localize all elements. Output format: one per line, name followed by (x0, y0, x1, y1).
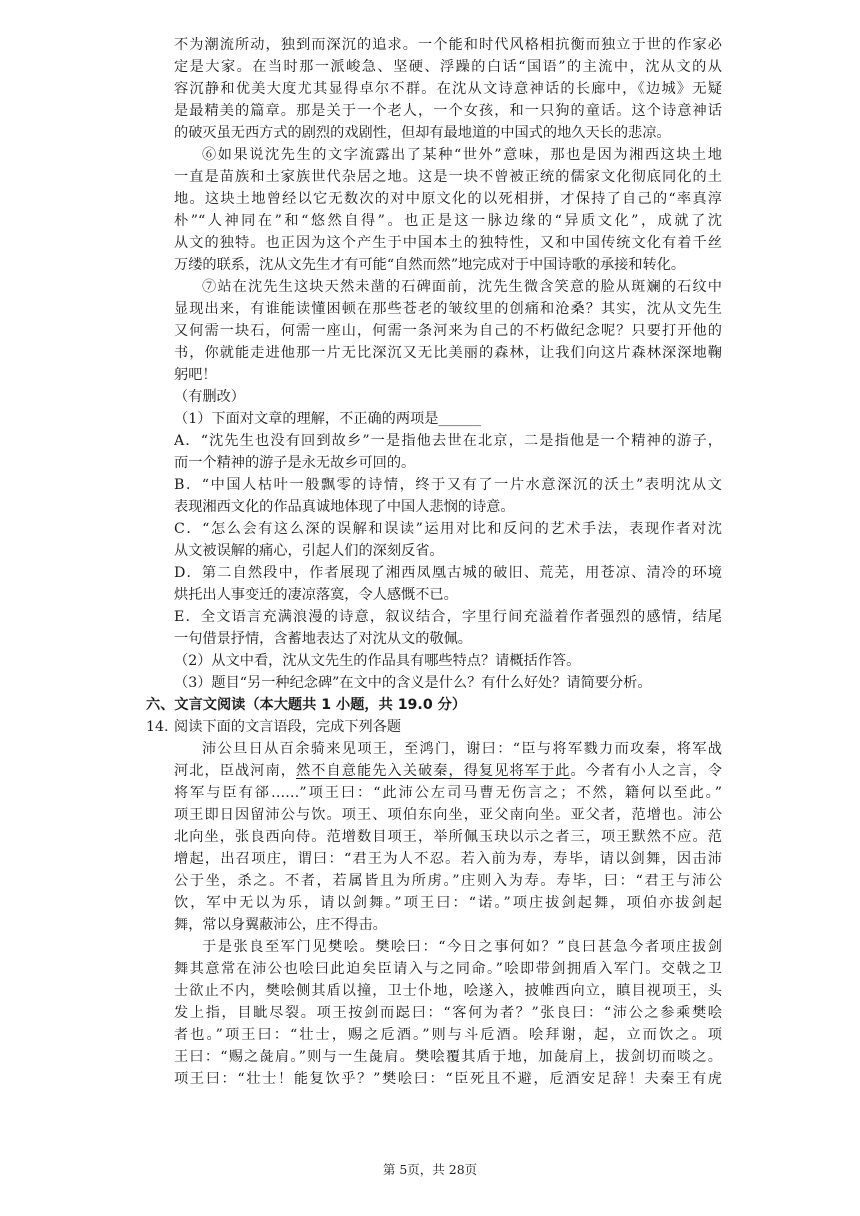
question-3: （3）题目“另一种纪念碑”在文中的含义是什么？有什么好处？请简要分析。 (174, 675, 652, 691)
classical-line: 将军与臣有郤……”项王曰：“此沛公左司马曹无伤言之；不然，籍何以至此。” (174, 785, 722, 801)
question-14-prompt: 阅读下面的文言语段，完成下列各题 (174, 719, 402, 735)
classical-line: 饮，军中无以为乐，请以剑舞。”项王曰：“诺。”项庄拔剑起舞，项伯亦拔剑起 (174, 895, 722, 911)
classical-line: 舞，常以身翼蔽沛公，庄不得击。 (174, 917, 387, 933)
option-d: D．第二自然段中，作者展现了湘西凤凰古城的破旧、荒芜，用苍凉、清冷的环境 (174, 565, 722, 581)
text-line: 的破灭虽无西方式的剧烈的戏剧性，但却有最地道的中国式的地久天长的悲凉。 (174, 125, 671, 141)
text-line: 容沉静和优美大度尤其显得卓尔不群。在沈从文诗意神话的长廊中，《边城》无疑 (174, 81, 722, 97)
classical-line: 舞其意常在沛公也哙曰此迫矣臣请入与之同命。”哙即带剑拥盾入军门。交戟之卫 (174, 961, 722, 977)
text-line: 定是大家。在当时那一派峻急、坚硬、浮躁的白话“国语”的主流中，沈从文的从 (174, 59, 722, 75)
option-a: 而一个精神的游子是永无故乡可回的。 (174, 455, 416, 471)
paragraph-6-line: ⑥如果说沈先生的文字流露出了某种“世外”意味，那也是因为湘西这块土地 (202, 147, 722, 163)
question-number: 14. (146, 719, 169, 735)
text-line: 是最精美的篇章。那是关于一个老人，一个女孩，和一只狗的童话。这个诗意神话 (174, 103, 722, 119)
classical-line (174, 760, 722, 782)
paragraph-7-line: 躬吧！ (174, 367, 217, 383)
classical-line: 北向坐，张良西向侍。范增数目项王，举所佩玉玦以示之者三，项王默然不应。范 (174, 829, 722, 845)
option-b: 表现湘西文化的作品真诚地体现了中国人悲悯的诗意。 (174, 499, 515, 515)
classical-line: 于是张良至军门见樊哙。樊哙曰：“今日之事何如？”良曰甚急今者项庄拔剑 (202, 939, 722, 955)
classical-line: 增起，出召项庄，谓曰：“君王为人不忍。若入前为寿，寿毕，请以剑舞，因击沛 (174, 851, 722, 867)
option-d: 烘托出人事变迁的凄凉落寞，令人感慨不已。 (174, 587, 458, 603)
paragraph-7-line: 又何需一块石，何需一座山，何需一条河来为自己的不朽做纪念呢？只要打开他的 (174, 323, 722, 339)
classical-line: 者也。”项王曰：“壮士，赐之卮酒。”则与斗卮酒。哙拜谢，起，立而饮之。项 (174, 1027, 722, 1043)
paragraph-6-line: 地。这块土地曾经以它无数次的对中原文化的以死相拼，才保持了自己的“率真淳 (174, 191, 722, 207)
classical-line: 士欲止不内，樊哙侧其盾以撞，卫士仆地，哙遂入，披帷西向立，瞋目视项王，头 (174, 983, 722, 999)
classical-line: 公于坐，杀之。不者，若属皆且为所虏。”庄则入为寿。寿毕，曰：“君王与沛公 (174, 873, 722, 889)
text-segment: 。今者有小人之言，令 (570, 763, 722, 779)
section-heading: 六、文言文阅读（本大题共 1 小题，共 19.0 分） (146, 697, 467, 713)
text-segment: 河北，臣战河南， (174, 763, 297, 779)
classical-line: 项王曰：“壮士！能复饮乎？”樊哙曰：“臣死且不避，卮酒安足辞！夫秦王有虎 (174, 1071, 722, 1087)
classical-line: 发上指，目眦尽裂。项王按剑而跽曰：“客何为者？”张良曰：“沛公之参乘樊哙 (174, 1005, 722, 1021)
option-e: E．全文语言充满浪漫的诗意，叙议结合，字里行间充溢着作者强烈的感情，结尾 (174, 609, 722, 625)
question-1: （1）下面对文章的理解，不正确的两项是______ (174, 411, 481, 427)
paragraph-6-line: 万缕的联系，沈从文先生才有可能“自然而然”地完成对于中国诗歌的承接和转化。 (174, 257, 686, 273)
question-2: （2）从文中看，沈从文先生的作品具有哪些特点？请概括作答。 (174, 653, 581, 669)
classical-line: 沛公旦日从百余骑来见项王，至鸿门，谢曰：“臣与将军戮力而攻秦，将军战 (202, 741, 722, 757)
option-a: A．“沈先生也没有回到故乡”一是指他去世在北京，二是指他是一个精神的游子， (174, 433, 722, 449)
source-note: （有删改） (174, 389, 245, 405)
paragraph-7-line: 书，你就能走进他那一片无比深沉又无比美丽的森林，让我们向这片森林深深地鞠 (174, 345, 722, 361)
text-line: 不为潮流所动，独到而深沉的追求。一个能和时代风格相抗衡而独立于世的作家必 (174, 37, 722, 53)
classical-line: 项王即日因留沛公与饮。项王、项伯东向坐，亚父南向坐。亚父者，范增也。沛公 (174, 807, 722, 823)
paragraph-7-line: ⑦站在沈先生这块天然未凿的石碑面前，沈先生微含笑意的脸从斑斓的石纹中 (202, 279, 722, 295)
option-c: C．“怎么会有这么深的误解和误读”运用对比和反问的艺术手法，表现作者对沈 (174, 521, 722, 537)
paragraph-6-line: 一直是苗族和土家族世代杂居之地。这是一块不曾被正统的儒家文化彻底同化的土 (174, 169, 722, 185)
underlined-sentence: 然不自意能先入关破秦，得复见将军于此 (296, 763, 571, 779)
paragraph-7-line: 显现出来，有谁能读懂困顿在那些苍老的皱纹里的创痛和沧桑？其实，沈从文先生 (174, 301, 722, 317)
paragraph-6-line: 朴”“人神同在”和“悠然自得”。也正是这一脉边缘的“异质文化”，成就了沈 (174, 213, 722, 229)
paragraph-6-line: 从文的独特。也正因为这个产生于中国本土的独特性，又和中国传统文化有着千丝 (174, 235, 722, 251)
classical-line: 王曰：“赐之彘肩。”则与一生彘肩。樊哙覆其盾于地，加彘肩上，拔剑切而啖之。 (174, 1049, 722, 1065)
option-c: 从文被误解的痛心，引起人们的深刻反省。 (174, 543, 444, 559)
page-footer: 第 5页，共 28页 (382, 1162, 478, 1177)
option-b: B．“中国人枯叶一般飘零的诗情，终于又有了一片水意深沉的沃土”表明沈从文 (174, 477, 722, 493)
option-e: 一句借景抒情，含蓄地表达了对沈从文的敬佩。 (174, 631, 472, 647)
